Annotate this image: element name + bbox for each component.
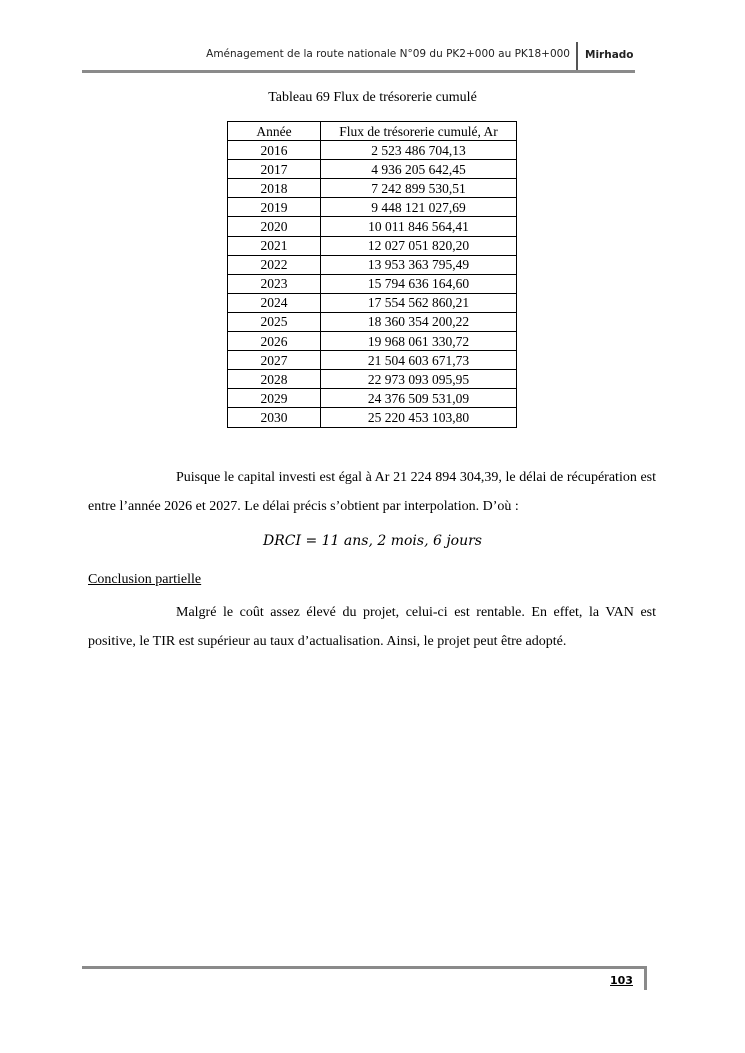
table-row	[228, 179, 517, 198]
table-header-row	[228, 122, 517, 141]
year-cell: 2023	[228, 274, 321, 293]
year-cell: 2020	[228, 217, 321, 236]
cash-flow-cell: 13 953 363 795,49	[321, 255, 517, 274]
year-cell: 2018	[228, 179, 321, 198]
table-row	[228, 351, 517, 370]
table-row	[228, 160, 517, 179]
year-cell: 2026	[228, 332, 321, 351]
table-row	[228, 389, 517, 408]
year-cell: 2028	[228, 370, 321, 389]
footer-divider	[644, 966, 647, 990]
cash-flow-cell: 7 242 899 530,51	[321, 179, 517, 198]
cash-flow-table	[227, 121, 517, 428]
cash-flow-cell: 19 968 061 330,72	[321, 332, 517, 351]
drci-formula: DRCI = 11 ans, 2 mois, 6 jours	[263, 533, 482, 549]
cash-flow-cell: 12 027 051 820,20	[321, 236, 517, 255]
cash-flow-cell: 21 504 603 671,73	[321, 351, 517, 370]
header-divider	[576, 42, 578, 72]
table-caption: Tableau 69 Flux de trésorerie cumulé	[268, 90, 477, 105]
table-row	[228, 198, 517, 217]
payback-text: Puisque le capital investi est égal à Ar 21 224 894 304,39, le délai de récupération est entre l’année 2026 et 2027. Le délai précis s’obtient par interpolation. D’où :	[88, 470, 656, 514]
year-cell: 2029	[228, 389, 321, 408]
cash-flow-cell: 4 936 205 642,45	[321, 160, 517, 179]
table-row	[228, 255, 517, 274]
table-row	[228, 408, 517, 427]
table-row	[228, 236, 517, 255]
cash-flow-cell: 15 794 636 164,60	[321, 274, 517, 293]
year-cell: 2021	[228, 236, 321, 255]
table-row	[228, 274, 517, 293]
cash-flow-cell: 9 448 121 027,69	[321, 198, 517, 217]
conclusion-heading: Conclusion partielle	[88, 572, 202, 587]
cash-flow-cell: 10 011 846 564,41	[321, 217, 517, 236]
table-row	[228, 370, 517, 389]
column-header-year: Année	[228, 122, 321, 141]
cash-flow-cell: 18 360 354 200,22	[321, 312, 517, 331]
cash-flow-cell: 25 220 453 103,80	[321, 408, 517, 427]
cash-flow-cell: 22 973 093 095,95	[321, 370, 517, 389]
footer-rule	[82, 966, 645, 969]
year-cell: 2027	[228, 351, 321, 370]
cash-flow-cell: 17 554 562 860,21	[321, 293, 517, 312]
year-cell: 2017	[228, 160, 321, 179]
header-rule	[82, 70, 635, 73]
header-title: Aménagement de la route nationale N°09 du PK2+000 au PK18+000	[206, 48, 570, 60]
table-row	[228, 217, 517, 236]
column-header-cash-flow: Flux de trésorerie cumulé, Ar	[321, 122, 517, 141]
conclusion-paragraph	[88, 598, 656, 656]
year-cell: 2024	[228, 293, 321, 312]
year-cell: 2025	[228, 312, 321, 331]
cash-flow-cell: 2 523 486 704,13	[321, 141, 517, 160]
conclusion-text: Malgré le coût assez élevé du projet, celui-ci est rentable. En effet, la VAN est positive, le TIR est supérieur au taux d’actualisation. Ainsi, le projet peut être adopté.	[88, 605, 656, 649]
year-cell: 2030	[228, 408, 321, 427]
table-row	[228, 332, 517, 351]
cash-flow-cell: 24 376 509 531,09	[321, 389, 517, 408]
page-number: 103	[610, 974, 633, 987]
header-author: Mirhado	[585, 49, 634, 61]
year-cell: 2016	[228, 141, 321, 160]
table-row	[228, 141, 517, 160]
payback-paragraph	[88, 463, 656, 521]
table-row	[228, 293, 517, 312]
table-row	[228, 312, 517, 331]
year-cell: 2022	[228, 255, 321, 274]
year-cell: 2019	[228, 198, 321, 217]
